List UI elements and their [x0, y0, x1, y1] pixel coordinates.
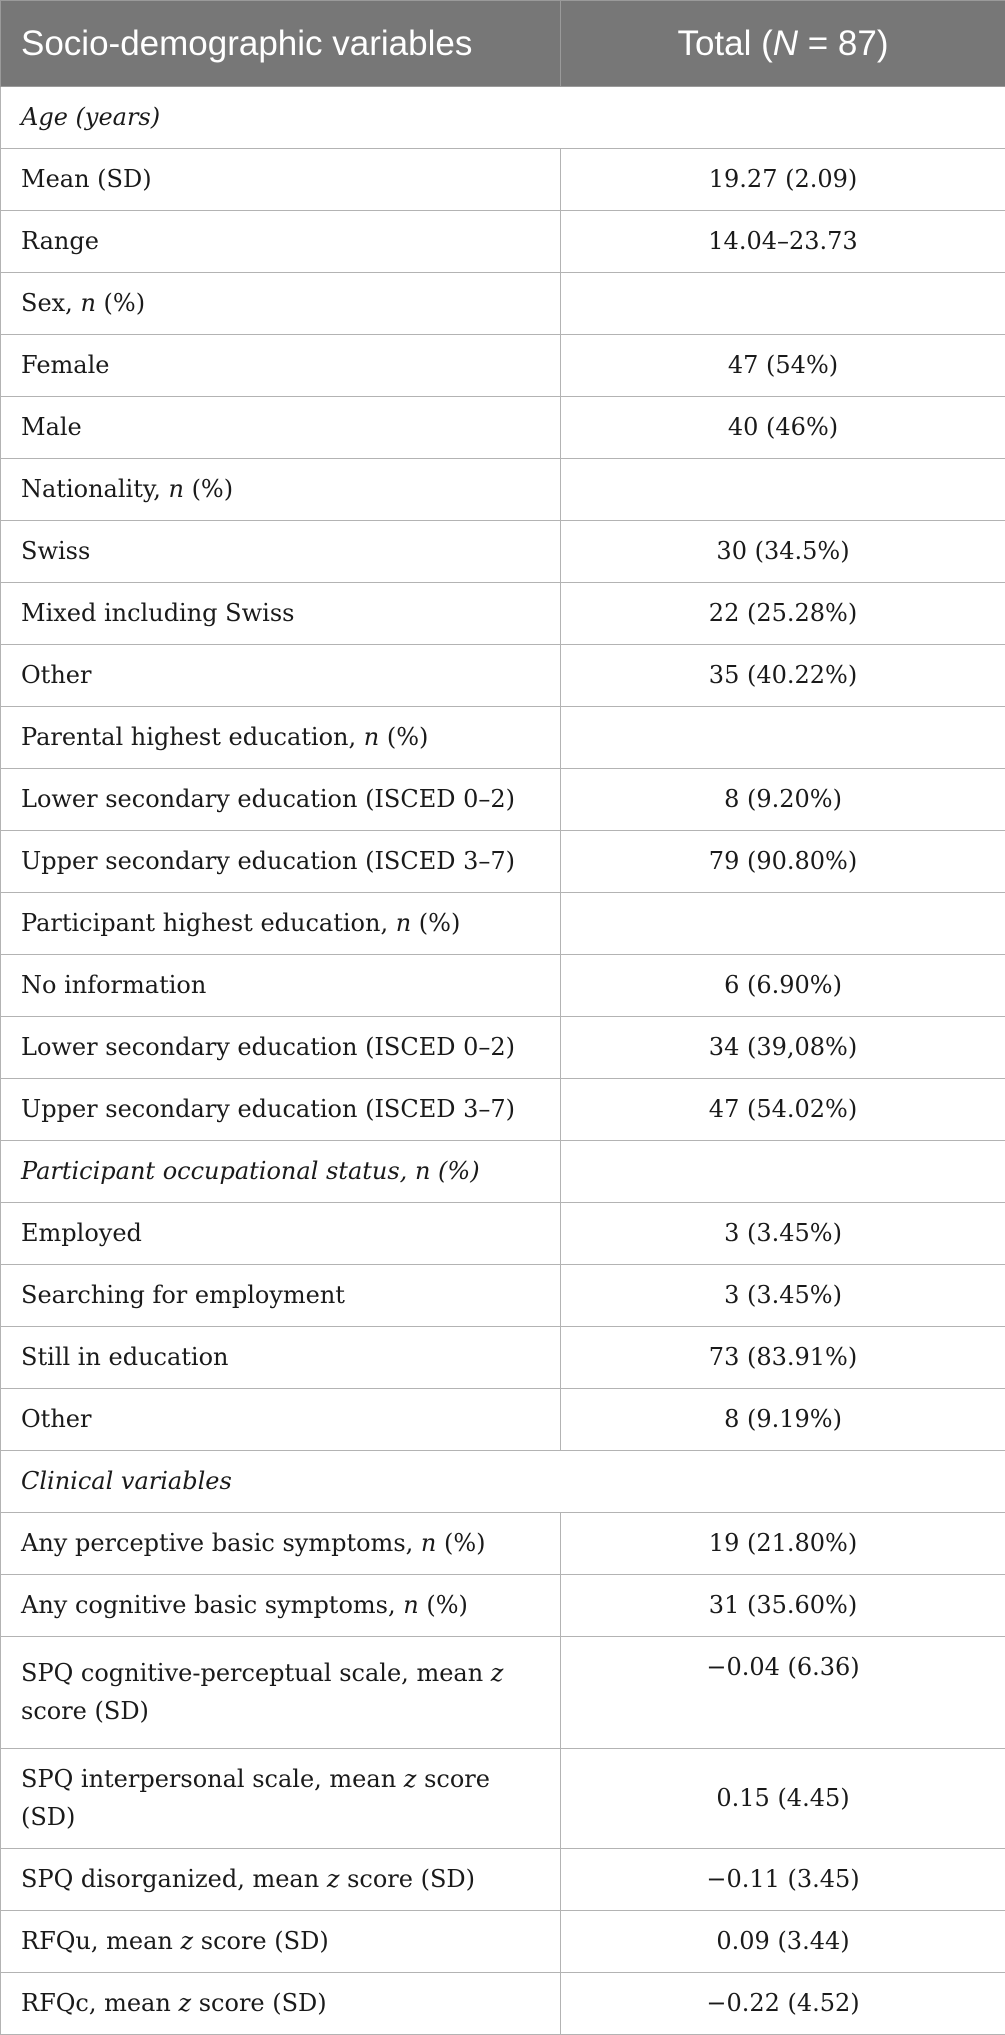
- table-row: [1, 831, 1005, 893]
- table-row: [1, 1389, 1005, 1451]
- row-value: 40 (46%): [561, 397, 1005, 459]
- section-clinical: Clinical variables: [1, 1451, 1005, 1513]
- section-row-participant-education: [1, 893, 1005, 955]
- row-label: Swiss: [1, 521, 561, 583]
- row-label: Lower secondary education (ISCED 0–2): [1, 1017, 561, 1079]
- row-value: 73 (83.91%): [561, 1327, 1005, 1389]
- row-value: 31 (35.60%): [561, 1575, 1005, 1637]
- table-row: [1, 769, 1005, 831]
- row-value: 79 (90.80%): [561, 831, 1005, 893]
- row-label: Lower secondary education (ISCED 0–2): [1, 769, 561, 831]
- row-label: No information: [1, 955, 561, 1017]
- table-row: [1, 1017, 1005, 1079]
- row-label: Female: [1, 335, 561, 397]
- row-value: 19.27 (2.09): [561, 149, 1005, 211]
- row-value: 47 (54.02%): [561, 1079, 1005, 1141]
- row-label: RFQc, mean z score (SD): [1, 1973, 561, 2035]
- row-value: 30 (34.5%): [561, 521, 1005, 583]
- empty-cell: [561, 893, 1005, 955]
- row-label: SPQ disorganized, mean z score (SD): [1, 1849, 561, 1911]
- section-row-sex: [1, 273, 1005, 335]
- table-row: [1, 397, 1005, 459]
- row-label: Any perceptive basic symptoms, n (%): [1, 1513, 561, 1575]
- empty-cell: [561, 459, 1005, 521]
- row-value: 6 (6.90%): [561, 955, 1005, 1017]
- section-participant-education: Participant highest education, n (%): [1, 893, 561, 955]
- row-value: −0.04 (6.36): [561, 1637, 1005, 1749]
- row-value: 22 (25.28%): [561, 583, 1005, 645]
- row-value: −0.11 (3.45): [561, 1849, 1005, 1911]
- table-row: [1, 1911, 1005, 1973]
- section-row-age: [1, 87, 1005, 149]
- empty-cell: [561, 1141, 1005, 1203]
- table-row: [1, 1637, 1005, 1749]
- row-label: SPQ interpersonal scale, mean z score (SD): [1, 1749, 561, 1849]
- row-value: 0.15 (4.45): [561, 1749, 1005, 1849]
- row-label: Employed: [1, 1203, 561, 1265]
- section-age: Age (years): [1, 87, 1005, 149]
- section-sex: Sex, n (%): [1, 273, 561, 335]
- row-value: 47 (54%): [561, 335, 1005, 397]
- header-variables: Socio-demographic variables: [1, 1, 561, 87]
- row-value: 3 (3.45%): [561, 1203, 1005, 1265]
- table-row: [1, 521, 1005, 583]
- row-label: Any cognitive basic symptoms, n (%): [1, 1575, 561, 1637]
- table-row: [1, 1973, 1005, 2035]
- empty-cell: [561, 707, 1005, 769]
- table-row: [1, 1749, 1005, 1849]
- row-label: Searching for employment: [1, 1265, 561, 1327]
- table-row: [1, 149, 1005, 211]
- section-row-occupational-status: [1, 1141, 1005, 1203]
- row-value: 3 (3.45%): [561, 1265, 1005, 1327]
- table-row: [1, 1203, 1005, 1265]
- section-row-parental-education: [1, 707, 1005, 769]
- row-label: RFQu, mean z score (SD): [1, 1911, 561, 1973]
- table-row: [1, 211, 1005, 273]
- table-row: [1, 1849, 1005, 1911]
- table-row: [1, 335, 1005, 397]
- row-label: Upper secondary education (ISCED 3–7): [1, 1079, 561, 1141]
- header-total: Total (N = 87): [561, 1, 1005, 87]
- table-header-row: [1, 1, 1005, 87]
- section-row-nationality: [1, 459, 1005, 521]
- table-row: [1, 1265, 1005, 1327]
- row-value: 8 (9.20%): [561, 769, 1005, 831]
- table-row: [1, 1327, 1005, 1389]
- row-value: 19 (21.80%): [561, 1513, 1005, 1575]
- table-row: [1, 955, 1005, 1017]
- row-label: Mixed including Swiss: [1, 583, 561, 645]
- empty-cell: [561, 273, 1005, 335]
- row-value: −0.22 (4.52): [561, 1973, 1005, 2035]
- row-label: Range: [1, 211, 561, 273]
- table-row: [1, 645, 1005, 707]
- row-value: 35 (40.22%): [561, 645, 1005, 707]
- section-row-clinical: [1, 1451, 1005, 1513]
- row-label: Other: [1, 645, 561, 707]
- row-label: Still in education: [1, 1327, 561, 1389]
- row-label: Mean (SD): [1, 149, 561, 211]
- row-label: Male: [1, 397, 561, 459]
- table-row: [1, 1575, 1005, 1637]
- table-row: [1, 1513, 1005, 1575]
- row-value: 14.04–23.73: [561, 211, 1005, 273]
- section-occupational-status: Participant occupational status, n (%): [1, 1141, 561, 1203]
- row-value: 34 (39,08%): [561, 1017, 1005, 1079]
- row-value: 8 (9.19%): [561, 1389, 1005, 1451]
- row-label: Upper secondary education (ISCED 3–7): [1, 831, 561, 893]
- row-value: 0.09 (3.44): [561, 1911, 1005, 1973]
- table-row: [1, 583, 1005, 645]
- section-parental-education: Parental highest education, n (%): [1, 707, 561, 769]
- row-label: Other: [1, 1389, 561, 1451]
- section-nationality: Nationality, n (%): [1, 459, 561, 521]
- row-label: SPQ cognitive-perceptual scale, mean z score (SD): [1, 1637, 561, 1749]
- table-row: [1, 1079, 1005, 1141]
